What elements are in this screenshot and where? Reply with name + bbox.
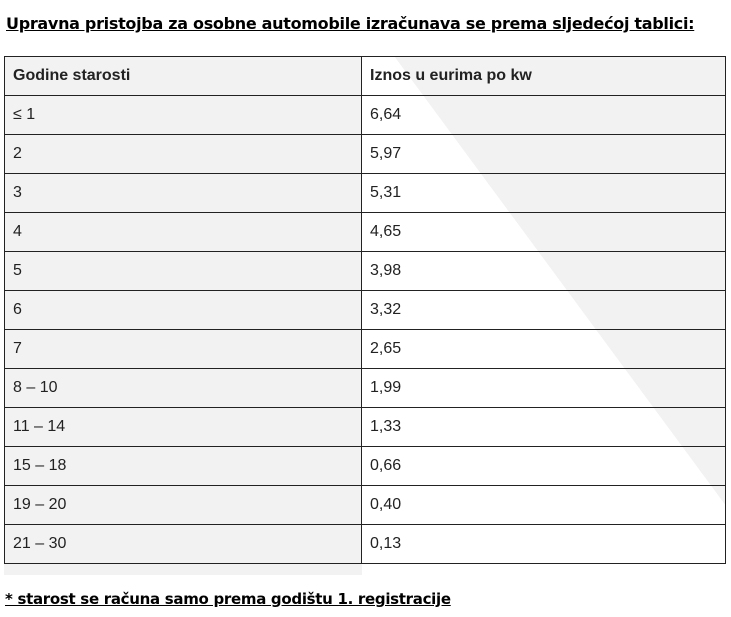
table-row bbox=[5, 525, 726, 564]
amount-cell: 3,98 bbox=[362, 252, 726, 291]
amount-cell: 5,31 bbox=[362, 174, 726, 213]
amount-cell: 0,13 bbox=[362, 525, 726, 564]
age-cell: 3 bbox=[5, 174, 362, 213]
amount-cell: 6,64 bbox=[362, 96, 726, 135]
column-header-amount: Iznos u eurima po kw bbox=[362, 57, 726, 96]
age-cell: 19 – 20 bbox=[5, 486, 362, 525]
table-header-row bbox=[5, 57, 726, 96]
amount-cell: 0,40 bbox=[362, 486, 726, 525]
age-cell: 7 bbox=[5, 330, 362, 369]
page-heading: Upravna pristojba za osobne automobile izračunava se prema sljedećoj tablici: bbox=[6, 14, 695, 33]
age-cell: 2 bbox=[5, 135, 362, 174]
amount-cell: 3,32 bbox=[362, 291, 726, 330]
table-row bbox=[5, 252, 726, 291]
age-cell: 21 – 30 bbox=[5, 525, 362, 564]
table-row bbox=[5, 96, 726, 135]
table-row bbox=[5, 408, 726, 447]
age-cell: ≤ 1 bbox=[5, 96, 362, 135]
fee-table bbox=[4, 56, 726, 564]
amount-cell: 5,97 bbox=[362, 135, 726, 174]
fee-table-container bbox=[4, 56, 726, 575]
table-row bbox=[5, 135, 726, 174]
table-row bbox=[5, 369, 726, 408]
amount-cell: 2,65 bbox=[362, 330, 726, 369]
footnote: * starost se računa samo prema godištu 1. registracije bbox=[5, 590, 451, 608]
table-row bbox=[5, 330, 726, 369]
amount-cell: 0,66 bbox=[362, 447, 726, 486]
age-cell: 15 – 18 bbox=[5, 447, 362, 486]
amount-cell: 1,99 bbox=[362, 369, 726, 408]
table-row bbox=[5, 213, 726, 252]
amount-cell: 4,65 bbox=[362, 213, 726, 252]
table-row bbox=[5, 291, 726, 330]
age-cell: 6 bbox=[5, 291, 362, 330]
age-cell: 4 bbox=[5, 213, 362, 252]
table-row bbox=[5, 447, 726, 486]
amount-cell: 1,33 bbox=[362, 408, 726, 447]
age-cell: 8 – 10 bbox=[5, 369, 362, 408]
age-cell: 11 – 14 bbox=[5, 408, 362, 447]
age-cell: 5 bbox=[5, 252, 362, 291]
column-header-age: Godine starosti bbox=[5, 57, 362, 96]
table-row bbox=[5, 174, 726, 213]
table-row bbox=[5, 486, 726, 525]
